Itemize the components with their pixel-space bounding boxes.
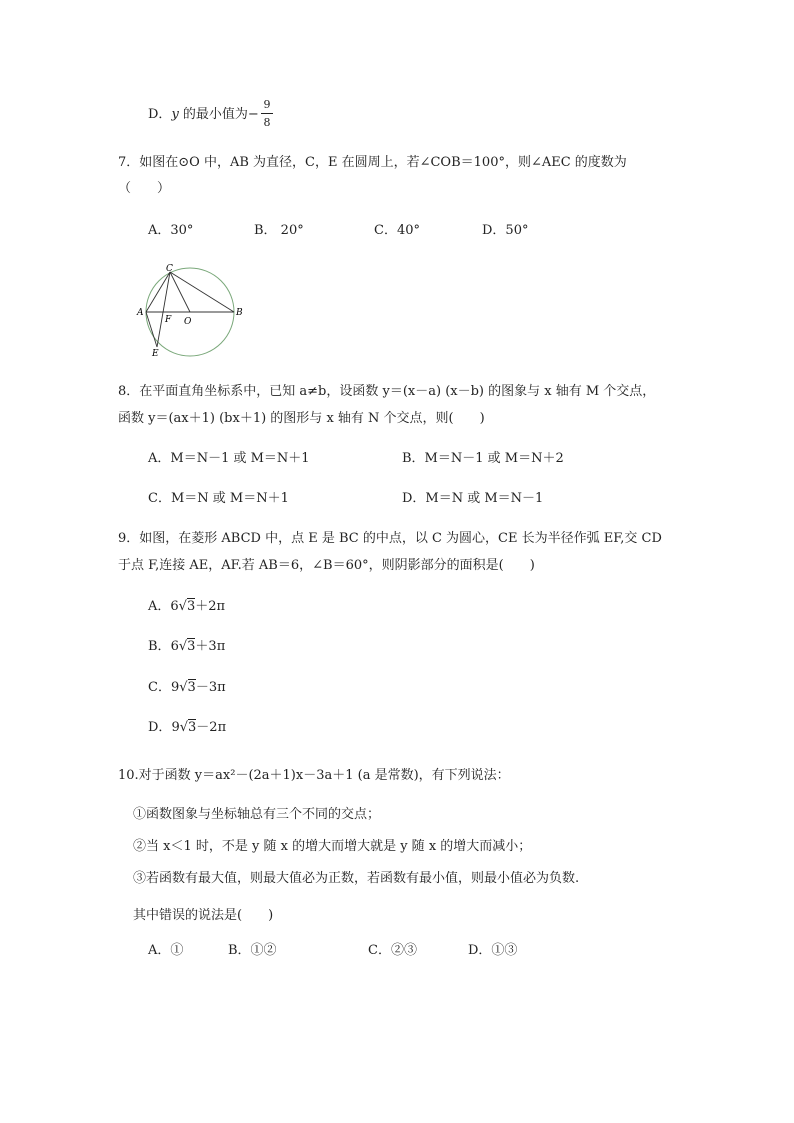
q8-option-b: B．M＝N－1 或 M＝N＋2 [402,451,564,466]
q9-option-a-coef: 6 [170,599,179,614]
q9-option-a-rest: ＋2π [195,599,226,614]
q8-stem-line1: 8．在平面直角坐标系中，已知 a≠b，设函数 y＝(x－a) (x－b) 的图象与 x 轴有 M 个交点， [118,384,656,399]
q9-option-c-label: C． [148,680,171,695]
q10-item-3: ③若函数有最大值，则最大值必为正数，若函数有最小值，则最小值必为负数. [133,871,580,886]
q8-option-a: A．M＝N－1 或 M＝N＋1 [148,451,310,466]
q8-option-d: D．M＝N 或 M＝N－1 [402,491,544,506]
q7-option-b: B． 20° [254,223,304,238]
q6-option-d-label: D． [148,107,172,122]
sqrt-symbol: √3 [178,639,196,654]
q10-option-d: D．①③ [468,943,518,958]
q9-option-a-radicand: 3 [186,599,196,614]
label-f: F [165,315,172,325]
q9-option-a-label: A． [148,599,171,614]
q9-option-d-rest: －2π [196,720,227,735]
q9-option-c-radicand: 3 [187,680,196,695]
q9-option-a [148,598,225,616]
sqrt-symbol: √3 [178,599,196,614]
label-b: B [236,308,243,318]
q10-option-a: A．① [148,943,184,958]
q6-option-d-text: 的最小值为− [178,107,259,122]
q10-option-c: C．②③ [368,943,417,958]
label-o: O [184,317,192,327]
q8-option-c: C．M＝N 或 M＝N＋1 [148,491,289,506]
q9-option-d-label: D． [148,720,172,735]
q10-stem: 10.对于函数 y＝ax²－(2a＋1)x－3a＋1 (a 是常数)，有下列说法： [118,768,510,783]
q7-stem-line2: （ ） [118,181,171,196]
q9-option-b-label: B． [148,639,171,654]
q7-circle-figure [132,262,244,358]
label-e: E [152,349,159,358]
q10-option-b: B．①② [228,943,277,958]
q7-option-d: D．50° [482,223,529,238]
q9-option-c-coef: 9 [170,680,180,695]
q10-item-2: ②当 x＜1 时，不是 y 随 x 的增大而增大就是 y 随 x 的增大而减小； [133,839,532,854]
q6-frac-bar [261,113,273,114]
q6-option-d-var: y [171,107,179,122]
q9-stem-line2: 于点 F,连接 AE，AF.若 AB＝6，∠B＝60°，则阴影部分的面积是( ) [118,558,535,573]
q10-question: 其中错误的说法是( ) [133,908,274,923]
sqrt-symbol: √3 [179,720,197,735]
q7-stem-line1: 7．如图在⊙O 中，AB 为直径，C，E 在圆周上，若∠COB＝100°，则∠AEC 的度数为 [118,155,627,170]
q9-option-b-coef: 6 [170,639,179,654]
q8-stem-line2: 函数 y＝(ax＋1) (bx＋1) 的图形与 x 轴有 N 个交点，则( ) [118,411,485,426]
q6-frac-numerator: 9 [263,98,271,111]
q9-option-b-rest: ＋3π [195,639,226,654]
q7-option-a: A．30° [148,223,194,238]
sqrt-symbol: √3 [179,680,196,695]
q9-option-d-radicand: 3 [188,720,197,735]
q9-option-d-coef: 9 [171,720,180,735]
label-a: A [137,308,144,318]
label-c: C [166,264,173,274]
q7-option-c: C．40° [374,223,420,238]
q9-stem-line1: 9．如图，在菱形 ABCD 中，点 E 是 BC 的中点，以 C 为圆心，CE 长为半径作弧 EF,交 CD [118,531,662,546]
q9-option-d [148,719,226,737]
q9-option-b-radicand: 3 [187,639,196,654]
q9-option-c-rest: －3π [195,680,226,695]
segment-ae [146,312,157,347]
q6-frac-denominator: 8 [263,116,271,129]
q9-option-c [148,679,226,697]
q9-option-b [148,638,225,656]
q10-item-1: ①函数图象与坐标轴总有三个不同的交点； [133,807,381,822]
